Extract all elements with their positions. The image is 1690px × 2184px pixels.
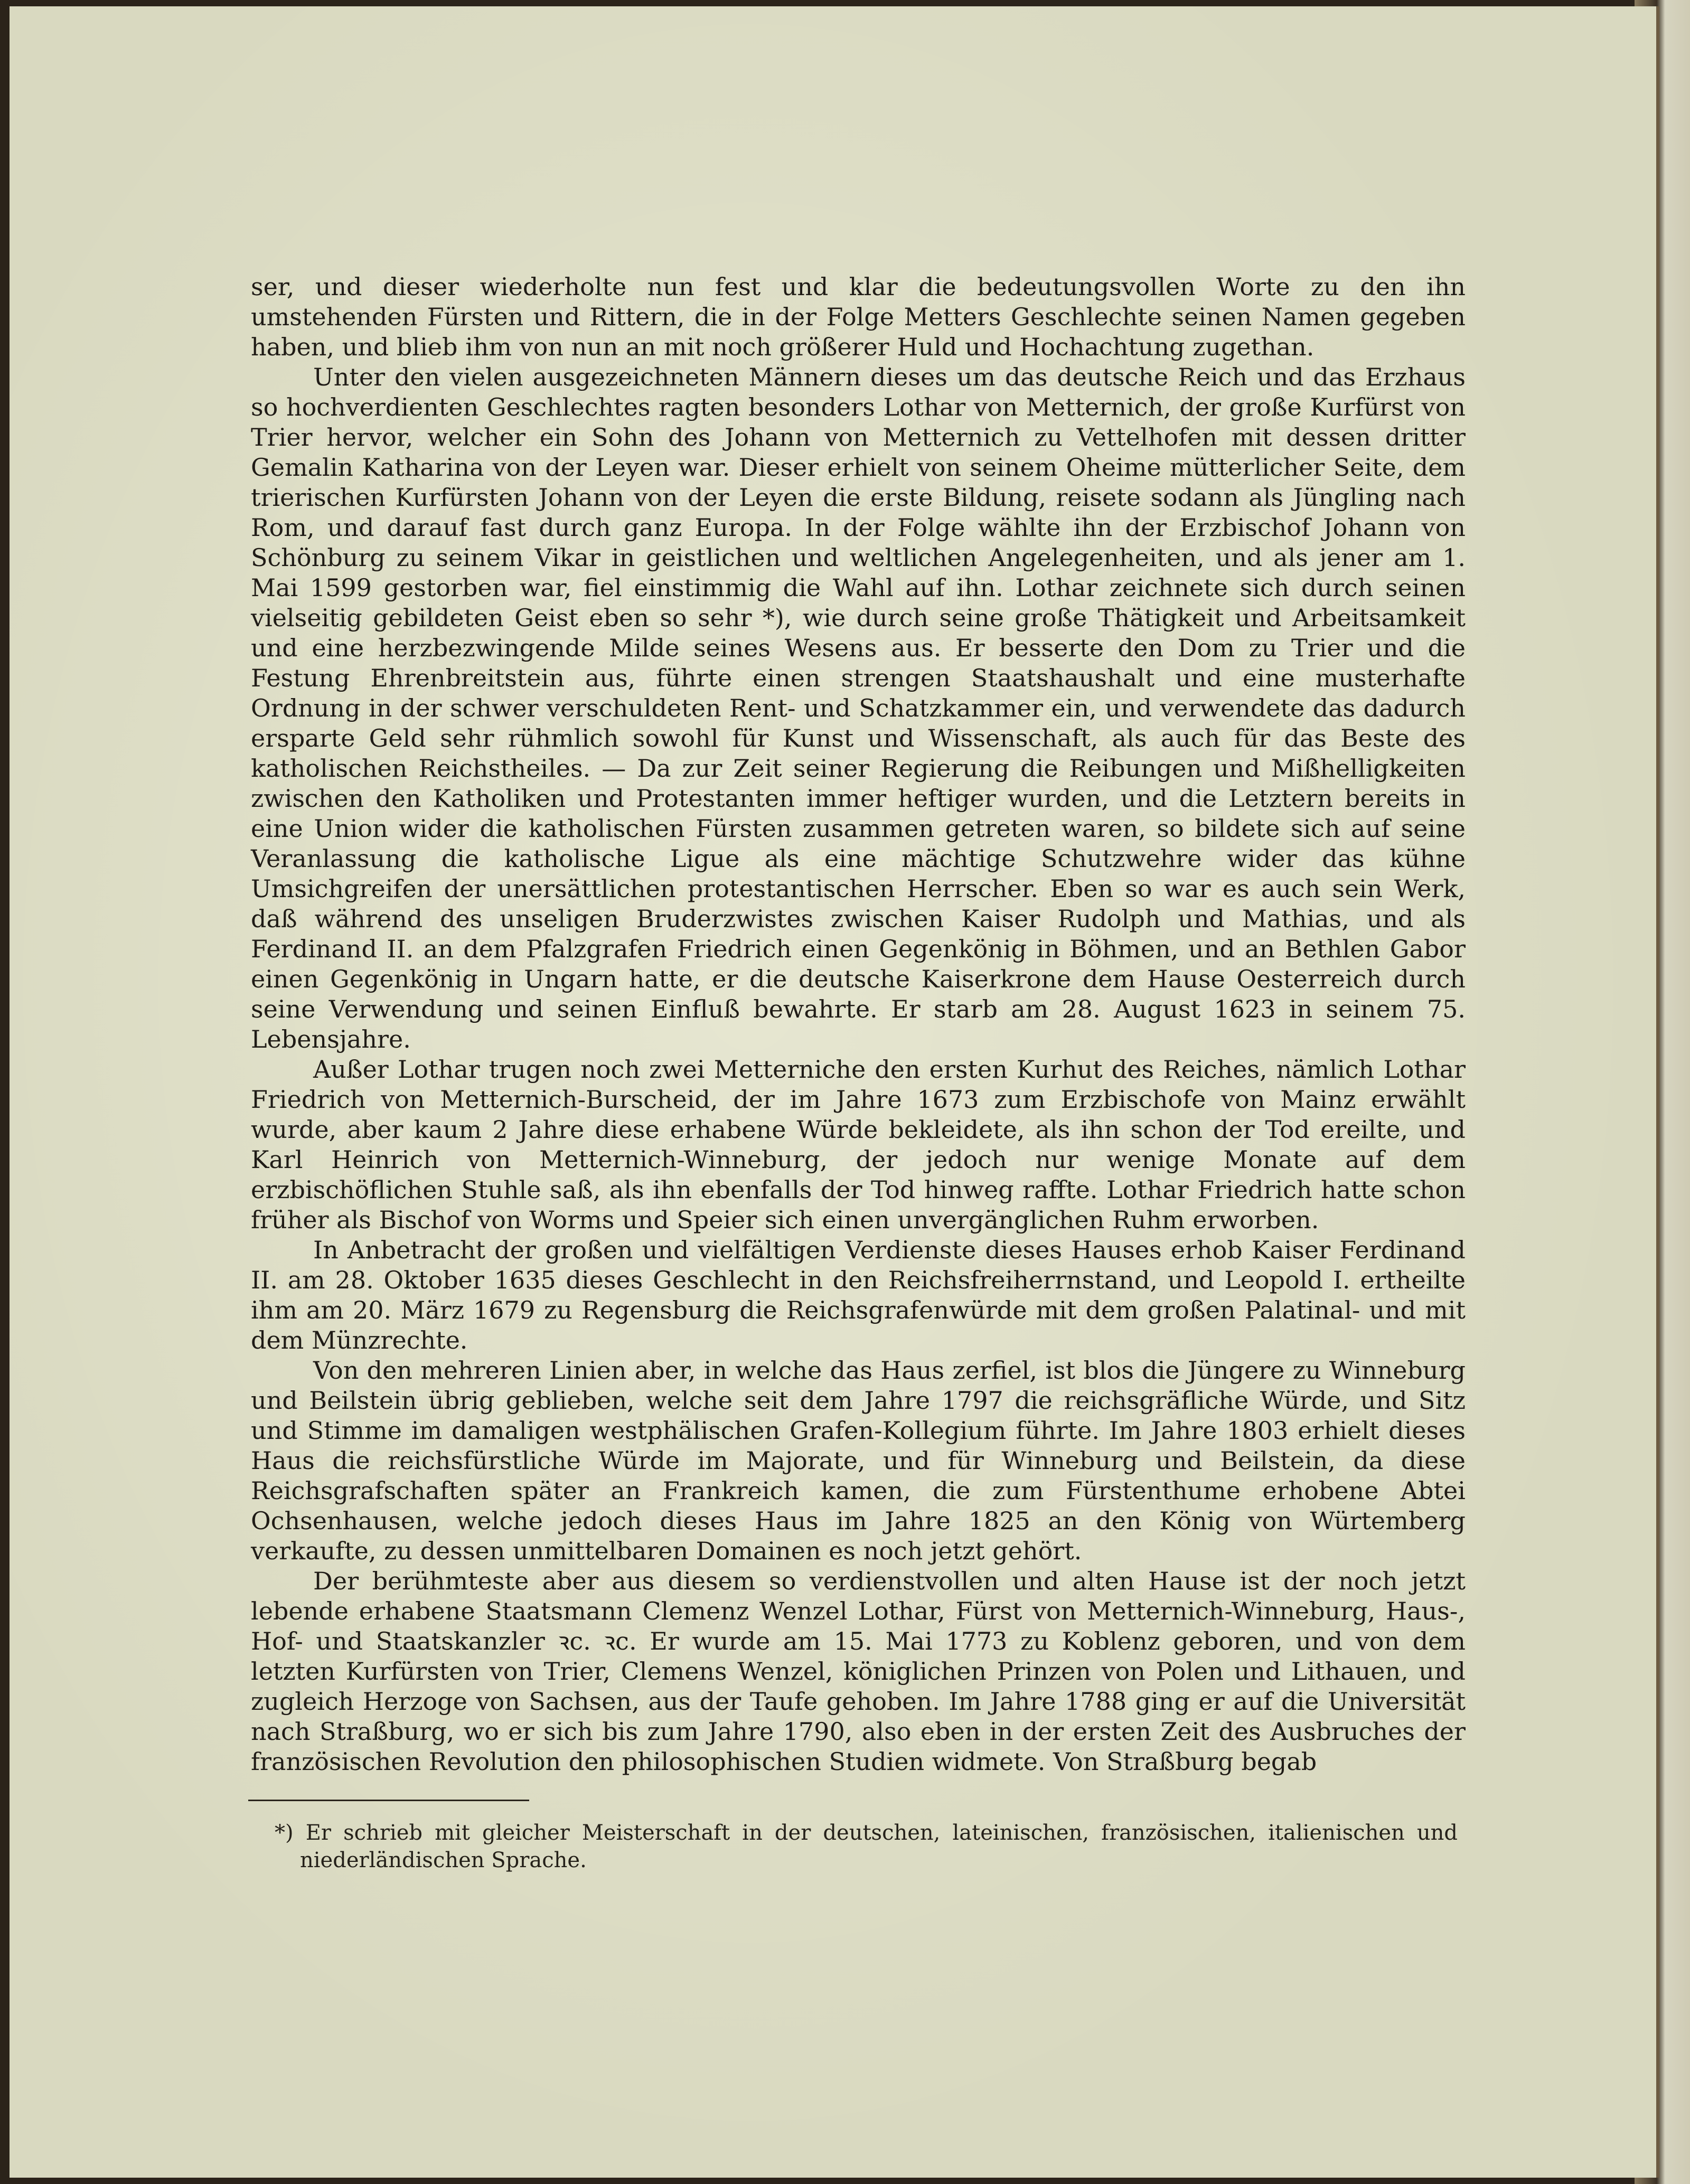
footnote-divider — [248, 1800, 529, 1801]
body-text — [251, 272, 1466, 1777]
paragraph: Außer Lothar trugen noch zwei Metterniche den ersten Kurhut des Reiches, nämlich Lothar Friedrich von Metternich-Burscheid, der im Jahre 1673 zum Erzbischofe von Mainz erwählt wurde, aber kaum 2 Jahre diese erhabene Würde bekleidete, als ihn schon der Tod ereilte, und Karl Heinrich von Metternich-Winneburg, der jedoch nur wenige Monate auf dem erzbischöflichen Stuhle saß, als ihn ebenfalls der Tod hinweg raffte. Lothar Friedrich hatte schon früher als Bischof von Worms und Speier sich einen unvergänglichen Ruhm erworben. — [251, 1055, 1466, 1234]
footnote: *) Er schrieb mit gleicher Meisterschaft in der deutschen, lateinischen, französischen, italienischen und niederländischen Sprache. — [275, 1821, 1458, 1872]
paragraph: Von den mehreren Linien aber, in welche das Haus zerfiel, ist blos die Jüngere zu Winneburg und Beilstein übrig geblieben, welche seit dem Jahre 1797 die reichsgräfliche Würde, und Sitz und Stimme im damaligen westphälischen Grafen-Kollegium führte. Im Jahre 1803 erhielt dieses Haus die reichsfürstliche Würde im Majorate, und für Winneburg und Beilstein, da diese Reichsgrafschaften später an Frankreich kamen, die zum Fürstenthume erhobene Abtei Ochsenhausen, welche jedoch dieses Haus im Jahre 1825 an den König von Würtemberg verkaufte, zu dessen unmittelbaren Domainen es noch jetzt gehört. — [251, 1356, 1466, 1565]
paragraph: Der berühmteste aber aus diesem so verdienstvollen und alten Hause ist der noch jetzt lebende erhabene Staatsmann Clemenz Wenzel Lothar, Fürst von Metternich-Winneburg, Haus-, Hof- und Staatskanzler ꝛc. ꝛc. Er wurde am 15. Mai 1773 zu Koblenz geboren, und von dem letzten Kurfürsten von Trier, Clemens Wenzel, königlichen Prinzen von Polen und Lithauen, und zugleich Herzoge von Sachsen, aus der Taufe gehoben. Im Jahre 1788 ging er auf die Universität nach Straßburg, wo er sich bis zum Jahre 1790, also eben in der ersten Zeit des Ausbruches der französischen Revolution den philosophischen Studien widmete. Von Straßburg begab — [251, 1567, 1466, 1776]
paragraph: Unter den vielen ausgezeichneten Männern dieses um das deutsche Reich und das Erzhaus so hochverdienten Geschlechtes ragten besonders Lothar von Metternich, der große Kurfürst von Trier hervor, welcher ein Sohn des Johann von Metternich zu Vettelhofen mit dessen dritter Gemalin Katharina von der Leyen war. Dieser erhielt von seinem Oheime mütterlicher Seite, dem trierischen Kurfürsten Johann von der Leyen die erste Bildung, reisete sodann als Jüngling nach Rom, und darauf fast durch ganz Europa. In der Folge wählte ihn der Erzbischof Johann von Schönburg zu seinem Vikar in geistlichen und weltlichen Angelegenheiten, und als jener am 1. Mai 1599 gestorben war, fiel einstimmig die Wahl auf ihn. Lothar zeichnete sich durch seinen vielseitig gebildeten Geist eben so sehr *), wie durch seine große Thätigkeit und Arbeitsamkeit und eine herzbezwingende Milde seines Wesens aus. Er besserte den Dom zu Trier und die Festung Ehrenbreitstein aus, führte einen strengen Staatshaushalt und eine musterhafte Ordnung in der schwer verschuldeten Rent- und Schatzkammer ein, und verwendete das dadurch ersparte Geld sehr rühmlich sowohl für Kunst und Wissenschaft, als auch für das Beste des katholischen Reichstheiles. — Da zur Zeit seiner Regierung die Reibungen und Mißhelligkeiten zwischen den Katholiken und Protestanten immer heftiger wurden, und die Letztern bereits in eine Union wider die katholischen Fürsten zusammen getreten waren, so bildete sich auf seine Veranlassung die katholische Ligue als eine mächtige Schutzwehre wider das kühne Umsichgreifen der unersättlichen protestantischen Herrscher. Eben so war es auch sein Werk, daß während des unseligen Bruderzwistes zwischen Kaiser Rudolph und Mathias, und als Ferdinand II. an dem Pfalzgrafen Friedrich einen Gegenkönig in Böhmen, und an Bethlen Gabor einen Gegenkönig in Ungarn hatte, er die deutsche Kaiserkrone dem Hause Oesterreich durch seine Verwendung und seinen Einfluß bewahrte. Er starb am 28. August 1623 in seinem 75. Lebensjahre. — [251, 363, 1466, 1053]
paragraph: In Anbetracht der großen und vielfältigen Verdienste dieses Hauses erhob Kaiser Ferdinand II. am 28. Oktober 1635 dieses Geschlecht in den Reichsfreiherrnstand, und Leopold I. ertheilte ihm am 20. März 1679 zu Regensburg die Reichsgrafenwürde mit dem großen Palatinal- und mit dem Münzrechte. — [251, 1236, 1466, 1354]
paragraph: ser, und dieser wiederholte nun fest und klar die bedeutungsvollen Worte zu den ihn umstehenden Fürsten und Rittern, die in der Folge Metters Geschlechte seinen Namen gegeben haben, und blieb ihm von nun an mit noch größerer Huld und Hochachtung zugethan. — [251, 272, 1466, 361]
